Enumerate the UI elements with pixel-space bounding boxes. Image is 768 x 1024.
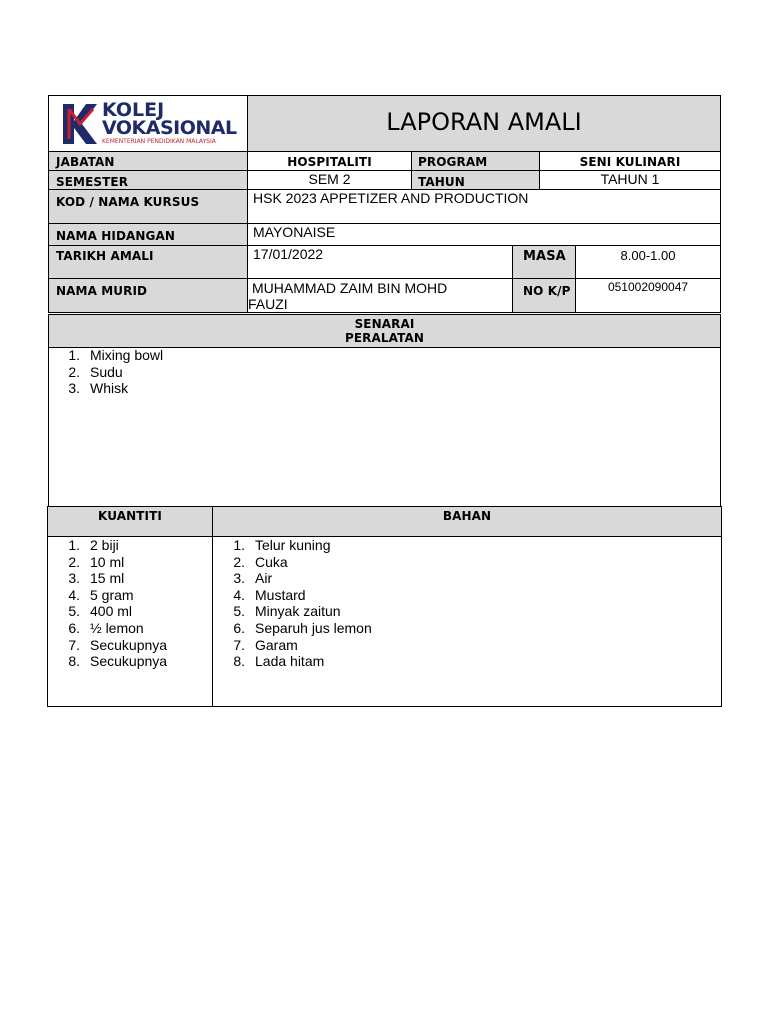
peralatan-item-text: Sudu <box>90 363 123 380</box>
page-title: LAPORAN AMALI <box>386 108 582 136</box>
kuantiti-item-text: 400 ml <box>90 603 133 620</box>
bahan-item-number: 2. <box>233 553 245 570</box>
kuantiti-item <box>64 620 209 637</box>
kuantiti-list <box>64 537 209 670</box>
bahan-item-number: 8. <box>233 653 245 670</box>
kuantiti-item-number: 6. <box>68 619 80 636</box>
semester-label: SEMESTER <box>48 170 248 190</box>
bahan-item <box>229 587 529 604</box>
bahan-item-number: 6. <box>233 619 245 636</box>
peralatan-item-number: 3. <box>68 380 80 397</box>
bahan-item <box>229 554 529 571</box>
kuantiti-item-number: 7. <box>68 636 80 653</box>
bahan-item-number: 3. <box>233 570 245 587</box>
kuantiti-item-text: 5 gram <box>90 586 134 603</box>
bahan-item-number: 4. <box>233 586 245 603</box>
kuantiti-item <box>64 637 209 654</box>
kuantiti-item-number: 2. <box>68 553 80 570</box>
kuantiti-item-number: 5. <box>68 603 80 620</box>
bahan-item-text: Air <box>255 570 273 587</box>
peralatan-item-number: 1. <box>68 347 80 363</box>
kuantiti-item <box>64 537 209 554</box>
nokp-label: NO K/P <box>512 278 576 313</box>
bahan-item-text: Lada hitam <box>255 653 325 670</box>
semester-value: SEM 2 <box>247 170 412 190</box>
peralatan-heading <box>48 314 721 348</box>
bahan-heading: BAHAN <box>212 506 722 537</box>
kuantiti-item-number: 3. <box>68 570 80 587</box>
kuantiti-item-text: ½ lemon <box>90 619 144 636</box>
kuantiti-item-text: 15 ml <box>90 570 125 587</box>
kuantiti-item <box>64 570 209 587</box>
bahan-item <box>229 537 529 554</box>
title-cell <box>247 95 721 152</box>
program-label: PROGRAM <box>411 151 540 171</box>
bahan-item-text: Separuh jus lemon <box>255 619 372 636</box>
tahun-value: TAHUN 1 <box>539 170 721 190</box>
peralatan-heading-line2: PERALATAN <box>344 331 424 345</box>
peralatan-item <box>64 380 364 397</box>
peralatan-item-number: 2. <box>68 363 80 380</box>
kuantiti-item <box>64 603 209 620</box>
bahan-item-text: Garam <box>255 636 298 653</box>
bahan-item <box>229 653 529 670</box>
peralatan-list <box>64 347 364 397</box>
nama-hidangan-value: MAYONAISE <box>247 223 721 246</box>
bahan-item <box>229 620 529 637</box>
kod-kursus-label: KOD / NAMA KURSUS <box>48 189 248 224</box>
kuantiti-item-text: Secukupnya <box>90 636 168 653</box>
kuantiti-item-number: 1. <box>68 537 80 553</box>
bahan-item-number: 1. <box>233 537 245 553</box>
bahan-item-text: Cuka <box>255 553 288 570</box>
jabatan-label: JABATAN <box>48 151 248 171</box>
bahan-item-text: Telur kuning <box>255 537 331 553</box>
masa-label: MASA <box>512 245 576 279</box>
bahan-item <box>229 603 529 620</box>
bahan-item-number: 7. <box>233 636 245 653</box>
logo-subtitle: KEMENTERIAN PENDIDIKAN MALAYSIA <box>102 138 216 145</box>
peralatan-item-text: Whisk <box>90 380 129 397</box>
bahan-list <box>229 537 529 670</box>
nama-murid-value-line1: MUHAMMAD ZAIM BIN MOHD <box>252 280 448 296</box>
nama-murid-label: NAMA MURID <box>48 278 248 313</box>
peralatan-item <box>64 364 364 381</box>
kuantiti-item-number: 4. <box>68 586 80 603</box>
bahan-item-text: Minyak zaitun <box>255 603 341 620</box>
nokp-value: 051002090047 <box>607 280 689 294</box>
peralatan-item <box>64 347 364 364</box>
bahan-item <box>229 570 529 587</box>
logo-line1: KOLEJ <box>102 99 165 121</box>
program-value: SENI KULINARI <box>539 151 721 171</box>
kolej-vokasional-logo <box>56 99 238 149</box>
kuantiti-item <box>64 653 209 670</box>
bahan-item <box>229 637 529 654</box>
tarikh-amali-value: 17/01/2022 <box>247 245 513 279</box>
bahan-item-text: Mustard <box>255 586 306 603</box>
jabatan-value: HOSPITALITI <box>247 151 412 171</box>
kuantiti-item-text: Secukupnya <box>90 653 168 670</box>
kv-emblem-icon <box>60 101 100 147</box>
kod-kursus-value: HSK 2023 APPETIZER AND PRODUCTION <box>247 189 721 224</box>
nama-hidangan-label: NAMA HIDANGAN <box>48 223 248 246</box>
kuantiti-item <box>64 587 209 604</box>
peralatan-item-text: Mixing bowl <box>90 347 164 363</box>
nama-murid-value-line2: FAUZI <box>248 296 288 312</box>
logo-line2: VOKASIONAL <box>102 117 237 139</box>
kuantiti-item-number: 8. <box>68 653 80 670</box>
kuantiti-item <box>64 554 209 571</box>
kuantiti-item-text: 10 ml <box>90 553 125 570</box>
tarikh-amali-label: TARIKH AMALI <box>48 245 248 279</box>
kuantiti-item-text: 2 biji <box>90 537 119 553</box>
kuantiti-heading: KUANTITI <box>47 506 213 537</box>
peralatan-heading-line1: SENARAI <box>354 317 415 331</box>
bahan-item-number: 5. <box>233 603 245 620</box>
masa-value: 8.00-1.00 <box>575 245 721 279</box>
tahun-label: TAHUN <box>411 170 540 190</box>
